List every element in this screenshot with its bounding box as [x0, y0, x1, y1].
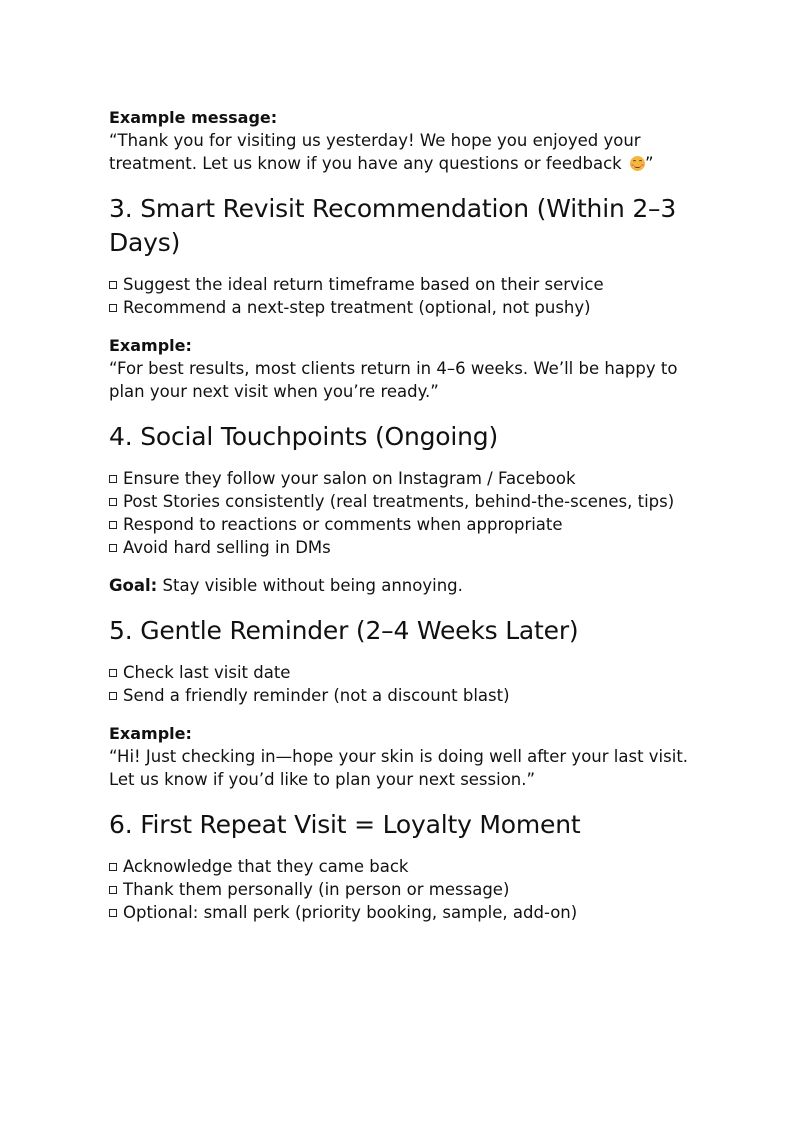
checklist-item: Ensure they follow your salon on Instagram / Facebook [109, 467, 709, 490]
checklist-item: Respond to reactions or comments when appropriate [109, 513, 709, 536]
checklist-item: Suggest the ideal return timeframe based on their service [109, 273, 709, 296]
checklist-item: Thank them personally (in person or message) [109, 878, 709, 901]
example-message-label: Example message: [109, 108, 278, 127]
smiling-face-icon [630, 156, 645, 171]
checkbox-icon [109, 475, 117, 483]
document-page [109, 106, 709, 924]
checkbox-icon [109, 521, 117, 529]
section-4-checklist [109, 467, 709, 559]
section-6-heading: 6. First Repeat Visit = Loyalty Moment [109, 810, 581, 839]
section-5-example-label: Example: [109, 724, 192, 743]
checklist-item: Avoid hard selling in DMs [109, 536, 709, 559]
example-message-text [109, 129, 709, 175]
checkbox-icon [109, 863, 117, 871]
checklist-item: Recommend a next-step treatment (optional, not pushy) [109, 296, 709, 319]
checkbox-icon [109, 692, 117, 700]
checkbox-icon [109, 909, 117, 917]
section-6-checklist [109, 855, 709, 924]
checklist-item: Optional: small perk (priority booking, sample, add-on) [109, 901, 709, 924]
checklist-item: Send a friendly reminder (not a discount blast) [109, 684, 709, 707]
goal-label: Goal: [109, 576, 158, 595]
checkbox-icon [109, 304, 117, 312]
section-4-heading: 4. Social Touchpoints (Ongoing) [109, 422, 499, 451]
section-5-example-text: “Hi! Just checking in—hope your skin is doing well after your last visit. Let us know if you’d like to plan your next session.” [109, 747, 689, 789]
section-3-example-label: Example: [109, 336, 192, 355]
checkbox-icon [109, 669, 117, 677]
section-4-goal [109, 574, 709, 597]
checklist-item: Post Stories consistently (real treatments, behind-the-scenes, tips) [109, 490, 709, 513]
example-message-close-quote: ” [644, 154, 654, 173]
goal-text: Stay visible without being annoying. [157, 576, 463, 595]
checklist-item: Acknowledge that they came back [109, 855, 709, 878]
section-3-example-text: “For best results, most clients return in 4–6 weeks. We’ll be happy to plan your next visit when you’re ready.” [109, 359, 678, 401]
example-message-body: “Thank you for visiting us yesterday! We hope you enjoyed your treatment. Let us know if you have any questions or feedback [109, 131, 641, 173]
section-3-checklist [109, 273, 709, 319]
section-5-heading: 5. Gentle Reminder (2–4 Weeks Later) [109, 616, 579, 645]
checkbox-icon [109, 498, 117, 506]
checkbox-icon [109, 544, 117, 552]
checkbox-icon [109, 281, 117, 289]
section-3-heading: 3. Smart Revisit Recommendation (Within 2–3 Days) [109, 194, 677, 257]
checkbox-icon [109, 886, 117, 894]
checklist-item: Check last visit date [109, 661, 709, 684]
section-5-checklist [109, 661, 709, 707]
